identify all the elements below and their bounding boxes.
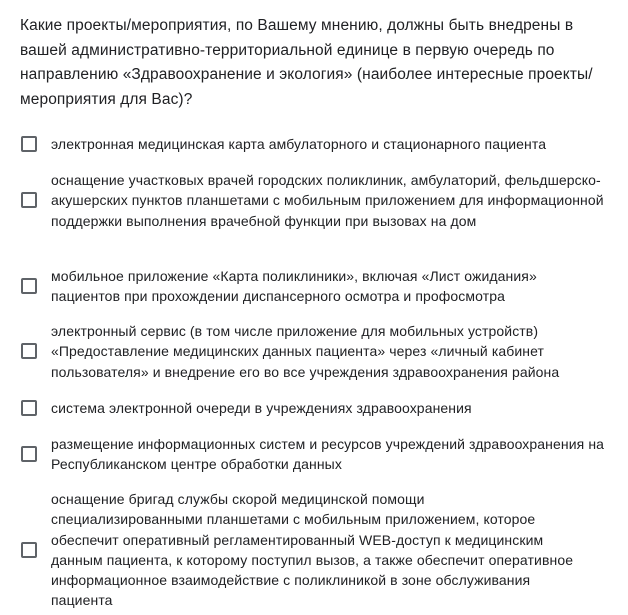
checkbox[interactable] (21, 343, 37, 359)
option-label: размещение информационных систем и ресурсов учреждений здравоохранения на Республиканском центре обработки данных (51, 436, 605, 473)
checkbox[interactable] (21, 446, 37, 462)
checkbox[interactable] (21, 278, 37, 294)
option-electronic-medical-card[interactable] (20, 134, 610, 154)
option-label: оснащение участковых врачей городских поликлиник, амбулаторий, фельдшерско-акушерских пунктов планшетами с мобильным приложением для информационной поддержки выполнения врачебной функции при вызовах на дом (51, 172, 604, 229)
option-label: система электронной очереди в учреждениях здравоохранения (51, 400, 472, 416)
option-label: электронный сервис (в том числе приложение для мобильных устройств) «Предоставление медицинских данных пациента» через «личный кабинет пользователя» и внедрение его во все учреждения здравоохранения района (51, 323, 560, 380)
option-clinic-map-app[interactable] (20, 266, 610, 307)
checkbox[interactable] (21, 136, 37, 152)
option-label: электронная медицинская карта амбулаторного и стационарного пациента (51, 136, 547, 152)
option-ambulance-tablets[interactable] (20, 489, 610, 611)
question-title: Какие проекты/мероприятия, по Вашему мнению, должны быть внедрены в вашей административно-территориальной единице в первую очередь по направлению «Здравоохранение и экология» (наиболее интересные проекты/мероприятия для Вас)? (20, 17, 593, 108)
option-patient-data-service[interactable] (20, 321, 610, 382)
checkbox[interactable] (21, 400, 37, 416)
option-label: мобильное приложение «Карта поликлиники», включая «Лист ожидания» пациентов при прохождении диспансерного осмотра и профосмотра (51, 268, 537, 305)
checkbox[interactable] (21, 192, 37, 208)
option-republican-data-center[interactable] (20, 434, 610, 475)
option-district-doctors-tablets[interactable] (20, 170, 610, 231)
option-electronic-queue[interactable] (20, 398, 610, 418)
checkbox[interactable] (21, 542, 37, 558)
option-label: оснащение бригад службы скорой медицинской помощи специализированными планшетами с мобильным приложением, которое обеспечит оперативный регламентированный WEB-доступ к медицинским данным пациента, к которому поступил вызов, а также обеспечит оперативное информационное взаимодействие с поликлиникой в зоне обслуживания пациента (51, 491, 574, 609)
